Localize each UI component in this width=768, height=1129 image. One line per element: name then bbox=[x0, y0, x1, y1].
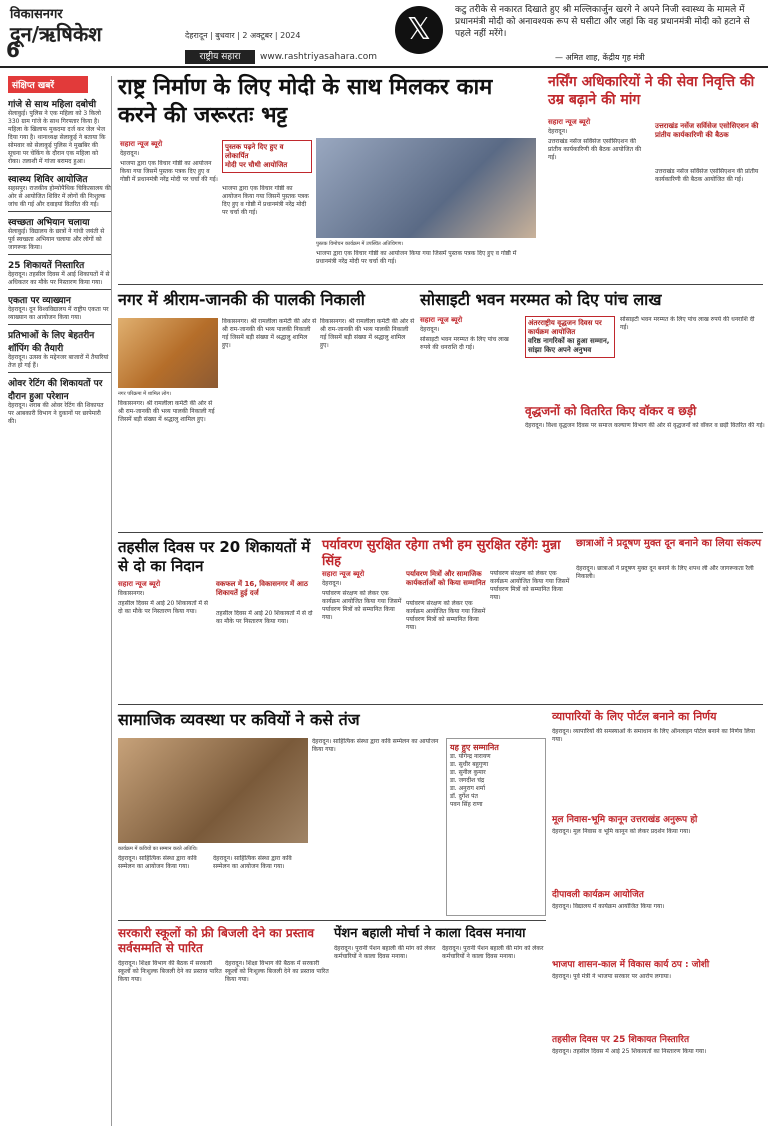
quote-text: कटु तरीके से नकारत दिखाते हुए श्री मल्लिकार्जुन खरगे ने अपने निजी स्वास्थ्य के मामले में प्रधानमंत्री मोदी को अनावश्यक रूप से घसीटा और जहां कि वह प्रधानमंत्री मोदी को हटाने से पहले नहीं मरेंगे। bbox=[455, 5, 750, 39]
nurse-headline: नर्सिंग अधिकारियों ने की सेवा निवृत्ति की उम्र बढ़ाने की मांग bbox=[548, 74, 755, 108]
sidebar-item-text: सेलाकुई। पुलिस ने एक महिला को 3 किलो 330 ग्राम गांजे के साथ गिरफ्तार किया है। महिला के खिलाफ मुकदमा दर्ज कर जेल भेज दिया गया है। थानाध्यक्ष सेलाकुई ने बताया कि सोमवार को सेलाकुई पुलिस ने मुखबिर की सूचना पर चेकिंग के दौरान एक महिला को रोका। तलाशी में गांजा बरामद हुआ। bbox=[8, 110, 106, 165]
x-logo-icon: 𝕏 bbox=[395, 6, 443, 54]
society-body-2: सोसाइटी भवन मरम्मत के लिए पांच लाख रुपये की धनराशि दी गई। bbox=[620, 316, 755, 331]
law-headline: मूल निवास-भूमि कानून उत्तराखंड अनुरूप हो bbox=[552, 815, 698, 825]
sidebar-item-text: सहसपुर। राजकीय होम्योपैथिक चिकित्सालय की ओर से आयोजित शिविर में लोगों की निःशुल्क जांच की गई और दवाइयां वितरित की गई। bbox=[8, 185, 111, 208]
divider bbox=[8, 289, 111, 290]
tehsil-place: विकासनगर। bbox=[118, 590, 145, 597]
dateline: देहरादून | बुधवार | 2 अक्टूबर | 2024 bbox=[185, 31, 301, 40]
honored-item: पवन सिंह राणा bbox=[450, 801, 483, 808]
cycle-headline: दीपावली कार्यक्रम आयोजित bbox=[552, 890, 644, 900]
palki-body: विकासनगर। श्री रामलीला कमेटी की ओर से श्री राम-जानकी की भव्य पालकी निकाली गई जिसमें बड़ी संख्या में श्रद्धालु शामिल हुए। bbox=[118, 400, 215, 423]
honored-item: डा. अनुराग शर्मा bbox=[450, 785, 486, 792]
sidebar-item bbox=[8, 376, 111, 426]
pension-headline: पेंशन बहाली मोर्चा ने काला दिवस मनाया bbox=[334, 926, 526, 941]
sidebar-item bbox=[8, 215, 111, 252]
society-headline: सोसाइटी भवन मरम्मत को दिए पांच लाख bbox=[420, 290, 662, 309]
honored-item: डॉ. दुर्गेश पंत bbox=[450, 793, 478, 800]
sidebar-item-text: देहरादून। उत्सव के मद्देनजर बाजारों में तैयारियां तेज हो गई हैं। bbox=[8, 354, 109, 369]
plastic-body: देहरादून। छात्राओं ने प्रदूषण मुक्त दून बनाने के लिए शपथ ली और जागरूकता रैली निकाली। bbox=[576, 565, 754, 580]
kavi-photo bbox=[118, 738, 308, 843]
page-header bbox=[0, 0, 768, 68]
env-body: पर्यावरण संरक्षण को लेकर एक कार्यक्रम आयोजित किया गया जिसमें पर्यावरण मित्रों को सम्मानित किया गया। bbox=[322, 590, 402, 621]
kavi-body-3: देहरादून। साहित्यिक संस्था द्वारा कवि सम्मेलन का आयोजन किया गया। bbox=[312, 738, 439, 753]
divider bbox=[118, 920, 546, 921]
society-subhead-box bbox=[525, 316, 615, 358]
website-url[interactable]: www.rashtriyasahara.com bbox=[260, 52, 378, 62]
sidebar-item bbox=[8, 172, 111, 209]
tehsil-body: तहसील दिवस में आई 20 शिकायतों में से दो का मौके पर निस्तारण किया गया। bbox=[118, 600, 208, 615]
sidebar-item-heading: स्वच्छता अभियान चलाया bbox=[8, 218, 90, 228]
lead-subhead-1: पुस्तक पढ़ने दिए हुए व bbox=[225, 143, 284, 151]
env-place: देहरादून। bbox=[322, 580, 342, 587]
lead-photo bbox=[316, 138, 536, 238]
sidebar-item bbox=[8, 293, 111, 322]
honored-item: डा. योगेन्द्र नारायण bbox=[450, 753, 491, 760]
plastic-headline: छात्राओं ने प्रदूषण मुक्त दून बनाने का लिया संकल्प bbox=[576, 538, 762, 549]
divider bbox=[118, 532, 763, 533]
society-place: देहरादून। bbox=[420, 326, 440, 333]
sidebar-item-heading: प्रतिभाओं के लिए बेहतरीन शॉपिंग की तैयारी bbox=[8, 331, 95, 354]
newspaper-logo: राष्ट्रीय सहारा bbox=[185, 50, 255, 64]
palki-body-2: विकासनगर। श्री रामलीला कमेटी की ओर से श्री राम-जानकी की भव्य पालकी निकाली गई जिसमें बड़ी संख्या में श्रद्धालु शामिल हुए। bbox=[222, 318, 317, 349]
kavi-body: देहरादून। साहित्यिक संस्था द्वारा कवि सम्मेलन का आयोजन किया गया। bbox=[118, 855, 197, 870]
divider bbox=[8, 324, 111, 325]
nurse-body: उत्तराखंड नर्सेज सर्विसेज एसोसिएशन की प्रांतीय कार्यकारिणी की बैठक आयोजित की गई। bbox=[548, 138, 642, 161]
bjp-headline: भाजपा शासन-काल में विकास कार्य ठप : जोशी bbox=[552, 960, 710, 970]
quote-author: — अमित शाह, केंद्रीय गृह मंत्री bbox=[555, 53, 645, 62]
honored-item: डा. सुनील कुमार bbox=[450, 769, 486, 776]
divider bbox=[8, 254, 111, 255]
law-body: देहरादून। मूल निवास व भूमि कानून को लेकर प्रदर्शन किया गया। bbox=[552, 828, 691, 835]
divider bbox=[8, 168, 111, 169]
lead-headline: राष्ट्र निर्माण के लिए मोदी के साथ मिलकर काम करने की जरूरतः भट्ट bbox=[118, 75, 493, 128]
brief-news-sidebar bbox=[8, 76, 112, 1126]
sidebar-item bbox=[8, 328, 111, 370]
honored-title: यह हुए सम्मानित bbox=[450, 743, 499, 752]
tehsil-body-2: तहसील दिवस में आई 20 शिकायतों में से दो का मौके पर निस्तारण किया गया। bbox=[216, 610, 313, 625]
sidebar-item-heading: 25 शिकायतें निस्तारित bbox=[8, 261, 85, 271]
society-subhead-2: वरिष्ठ नागरिकों का हुआ सम्मान, सांझा किए अपने अनुभव bbox=[528, 337, 610, 354]
divider bbox=[118, 704, 763, 705]
lead-photo-caption: पुस्तक विमोचन कार्यक्रम में उपस्थित अतिथिगण। bbox=[316, 241, 404, 247]
env-byline: सहारा न्यूज ब्यूरो bbox=[322, 570, 365, 578]
kavi-headline: सामाजिक व्यवस्था पर कवियों ने कसे तंज bbox=[118, 710, 360, 729]
env-body-2: पर्यावरण संरक्षण को लेकर एक कार्यक्रम आयोजित किया गया जिसमें पर्यावरण मित्रों को सम्मानित किया गया। bbox=[406, 600, 486, 631]
society-body: सोसाइटी भवन मरम्मत के लिए पांच लाख रुपये की धनराशि दी गई। bbox=[420, 336, 509, 351]
divider bbox=[118, 284, 763, 285]
honored-item: डा. जगदीश चंद्र bbox=[450, 777, 485, 784]
divider bbox=[8, 372, 111, 373]
divider bbox=[8, 211, 111, 212]
portal-headline: व्यापारियों के लिए पोर्टल बनाने का निर्णय bbox=[552, 710, 717, 723]
school-body: देहरादून। शिक्षा विभाग की बैठक में सरकारी स्कूलों को निःशुल्क बिजली देने का प्रस्ताव पारित किया गया। bbox=[118, 960, 222, 983]
sidebar-item-heading: एकता पर व्याख्यान bbox=[8, 296, 71, 306]
palki-headline: नगर में श्रीराम-जानकी की पालकी निकाली bbox=[118, 290, 365, 309]
lead-byline: सहारा न्यूज ब्यूरो bbox=[120, 140, 163, 148]
sidebar-item bbox=[8, 97, 111, 166]
lead-body: भाजपा द्वारा एक विचार गोष्ठी का आयोजन किया गया जिसमें पुस्तक पत्रक दिए हुए व गोष्ठी में प्रधानमंत्री नरेंद्र मोदी पर चर्चा की गई। bbox=[120, 160, 218, 183]
sidebar-tag: संक्षिप्त खबरें bbox=[8, 76, 88, 93]
sidebar-item-heading: स्वास्थ्य शिविर आयोजित bbox=[8, 175, 88, 185]
lead-body-3: भाजपा द्वारा एक विचार गोष्ठी का आयोजन किया गया जिसमें पुस्तक पत्रक दिए हुए व गोष्ठी में प्रधानमंत्री नरेंद्र मोदी पर चर्चा की गई। bbox=[316, 250, 517, 265]
page-number: 6 bbox=[6, 38, 20, 62]
portal-body: देहरादून। व्यापारियों की समस्याओं के समाधान के लिए ऑनलाइन पोर्टल बनाने का निर्णय लिया गया। bbox=[552, 728, 755, 743]
masthead-title: दून/ऋषिकेश bbox=[10, 22, 102, 46]
masthead-city: विकासनगर bbox=[10, 7, 63, 22]
school-body-2: देहरादून। शिक्षा विभाग की बैठक में सरकारी स्कूलों को निःशुल्क बिजली देने का प्रस्ताव पारित किया गया। bbox=[225, 960, 329, 983]
elderly-body: देहरादून। विश्व वृद्धजन दिवस पर समाज कल्याण विभाग की ओर से वृद्धजनों को वॉकर व छड़ी वितरित की गई। bbox=[525, 422, 765, 429]
society-subhead-1: अंतरराष्ट्रीय वृद्धजन दिवस पर कार्यक्रम आयोजित bbox=[528, 319, 602, 336]
lead-body-2: भाजपा द्वारा एक विचार गोष्ठी का आयोजन किया गया जिसमें पुस्तक पत्रक दिए हुए व गोष्ठी में प्रधानमंत्री नरेंद्र मोदी पर चर्चा की गई। bbox=[222, 185, 309, 216]
tehsil2-headline: तहसील दिवस पर 25 शिकायत निस्तारित bbox=[552, 1035, 690, 1045]
tehsil-subhead: वकफल में 16, विकासनगर में आठ शिकायतें हुई दर्ज bbox=[216, 580, 308, 597]
sidebar-item-text: सेलाकुई। विद्यालय के छात्रों ने गांधी जयंती से पूर्व स्वच्छता अभियान चलाया और लोगों को जागरूक किया। bbox=[8, 228, 105, 251]
honored-item: डा. सुधीर बहुगुणा bbox=[450, 761, 489, 768]
society-byline: सहारा न्यूज ब्यूरो bbox=[420, 316, 463, 324]
sidebar-item-heading: ओवर रेटिंग की शिकायतों पर दौरान हुआ परेशान bbox=[8, 379, 103, 402]
lead-subhead-box bbox=[222, 140, 312, 173]
elderly-headline: वृद्धजनों को वितरित किए वॉकर व छड़ी bbox=[525, 404, 697, 418]
palki-body-3: विकासनगर। श्री रामलीला कमेटी की ओर से श्री राम-जानकी की भव्य पालकी निकाली गई जिसमें बड़ी संख्या में श्रद्धालु शामिल हुए। bbox=[320, 318, 415, 349]
kavi-body-2: देहरादून। साहित्यिक संस्था द्वारा कवि सम्मेलन का आयोजन किया गया। bbox=[213, 855, 292, 870]
lead-subhead-2: लोकार्पित bbox=[225, 152, 249, 160]
sidebar-item-text: देहरादून। शराब की ओवर रेटिंग की शिकायत पर आबकारी विभाग ने दुकानों पर छापेमारी की। bbox=[8, 402, 104, 425]
env-headline: पर्यावरण सुरक्षित रहेगा तभी हम सुरक्षित रहेंगेः मुन्ना सिंह bbox=[322, 538, 561, 570]
kavi-photo-caption: कार्यक्रम में कवियों का सम्मान करते अतिथि। bbox=[118, 846, 198, 852]
tehsil2-body: देहरादून। तहसील दिवस में आई 25 शिकायतों का निस्तारण किया गया। bbox=[552, 1048, 707, 1055]
nurse-byline: सहारा न्यूज ब्यूरो bbox=[548, 118, 591, 126]
masthead bbox=[10, 4, 140, 46]
lead-place: देहरादून। bbox=[120, 150, 140, 157]
tehsil-byline: सहारा न्यूज ब्यूरो bbox=[118, 580, 161, 588]
nurse-body-2: उत्तराखंड नर्सेज सर्विसेज एसोसिएशन की प्रांतीय कार्यकारिणी की बैठक आयोजित की गई। bbox=[655, 168, 759, 183]
nurse-subhead: उत्तराखंड नर्सेज सर्विसेज एसोसिएशन की प्रांतीय कार्यकारिणी की बैठक bbox=[655, 122, 759, 139]
sidebar-item bbox=[8, 258, 111, 287]
env-subhead: पर्यावरण मित्रों और सामाजिक कार्यकर्ताओं को किया सम्मानित bbox=[406, 570, 486, 587]
sidebar-item-text: देहरादून। दून विश्वविद्यालय में राष्ट्रीय एकता पर व्याख्यान का आयोजन किया गया। bbox=[8, 306, 109, 321]
sidebar-item-heading: गांजे से साथ महिला दबोची bbox=[8, 100, 97, 110]
tehsil-headline: तहसील दिवस पर 20 शिकायतों में से दो का निदान bbox=[118, 538, 311, 575]
pension-body-2: देहरादून। पुरानी पेंशन बहाली की मांग को लेकर कर्मचारियों ने काला दिवस मनाया। bbox=[442, 945, 544, 960]
lead-subhead-3: मोदी पर चौथी आयोजित bbox=[225, 161, 288, 169]
pension-body: देहरादून। पुरानी पेंशन बहाली की मांग को लेकर कर्मचारियों ने काला दिवस मनाया। bbox=[334, 945, 436, 960]
honored-box bbox=[446, 738, 546, 916]
cycle-body: देहरादून। विद्यालय में कार्यक्रम आयोजित किया गया। bbox=[552, 903, 665, 910]
palki-photo-caption: नगर परिक्रमा में शामिल लोग। bbox=[118, 391, 172, 397]
sidebar-item-text: देहरादून। तहसील दिवस में आई शिकायतों में से अधिकतर का मौके पर निस्तारण किया गया। bbox=[8, 271, 110, 286]
bjp-body: देहरादून। पूर्व मंत्री ने भाजपा सरकार पर आरोप लगाया। bbox=[552, 973, 671, 980]
school-headline: सरकारी स्कूलों को फ्री बिजली देने का प्रस्ताव सर्वसम्मति से पारित bbox=[118, 926, 314, 955]
palki-photo bbox=[118, 318, 218, 388]
nurse-place: देहरादून। bbox=[548, 128, 568, 135]
env-body-3: पर्यावरण संरक्षण को लेकर एक कार्यक्रम आयोजित किया गया जिसमें पर्यावरण मित्रों को सम्मानित किया गया। bbox=[490, 570, 570, 601]
